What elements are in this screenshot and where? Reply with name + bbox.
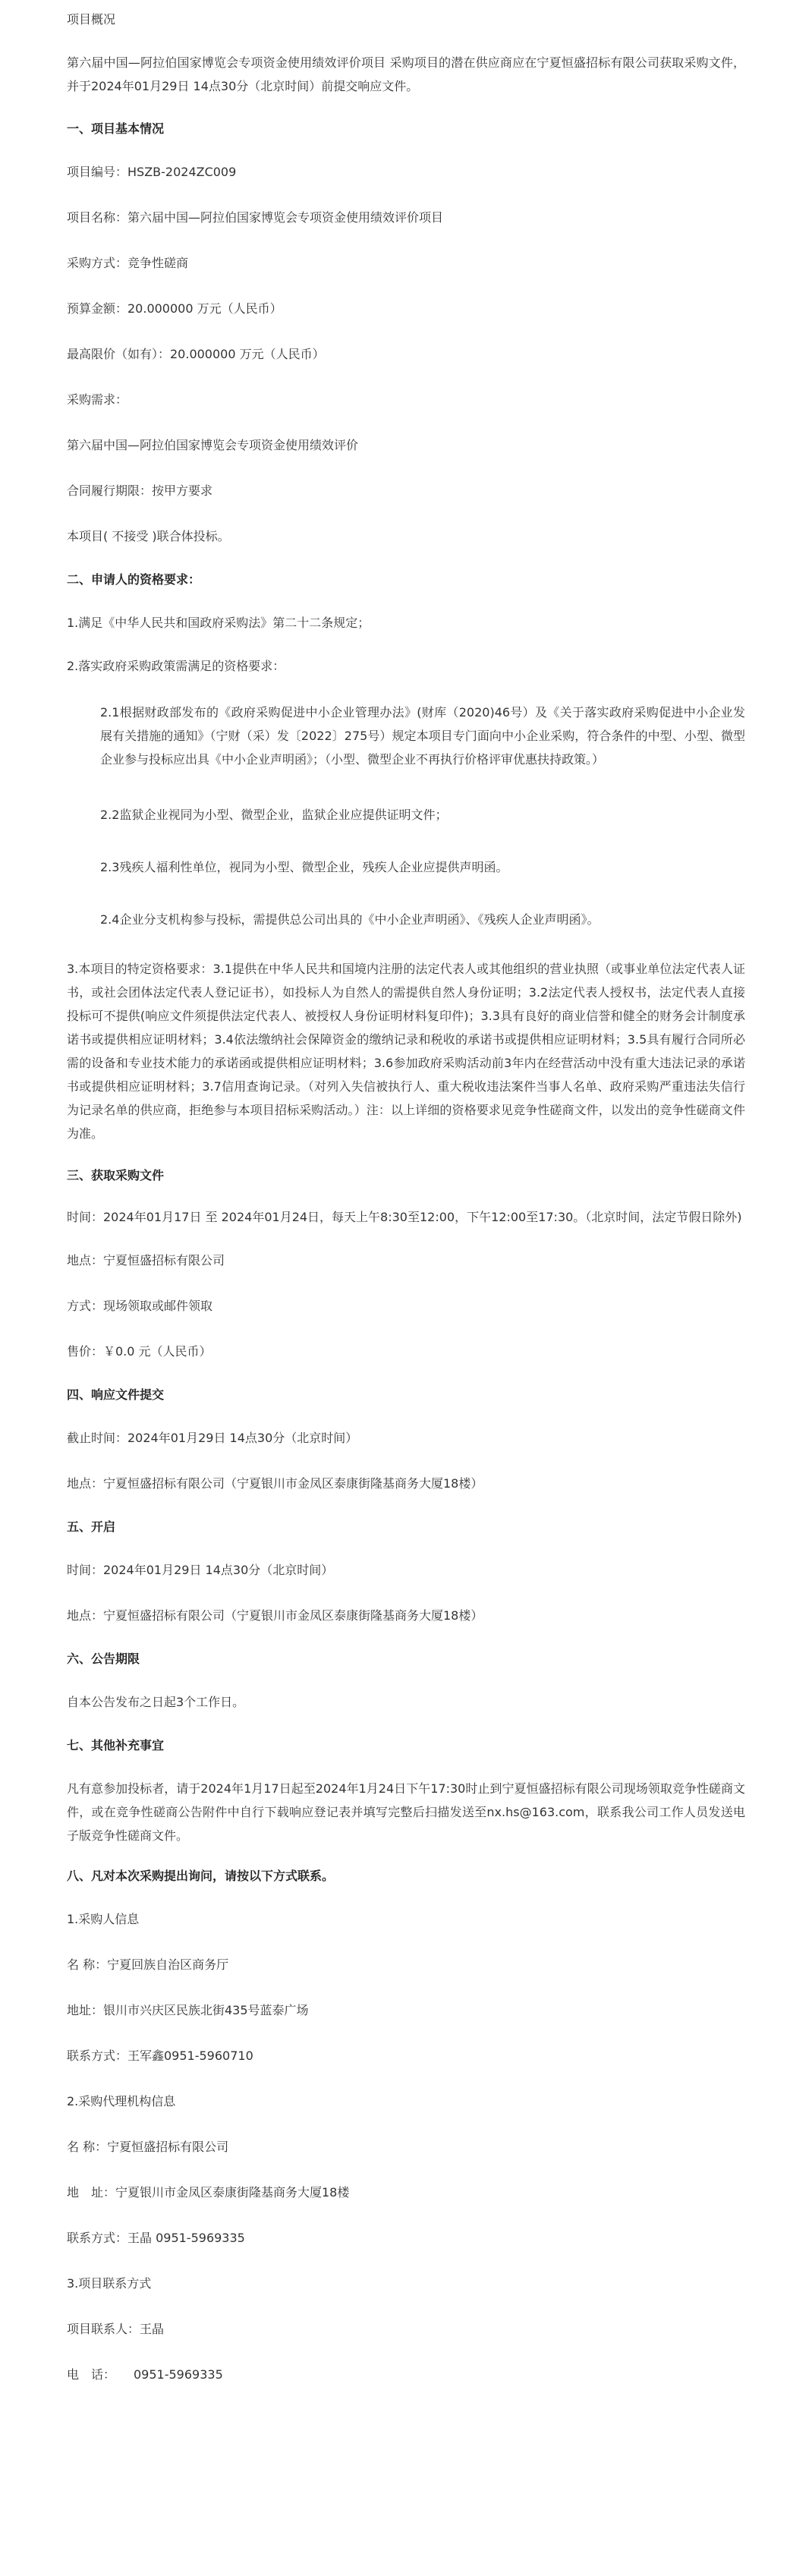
procurement-method: 采购方式：竞争性磋商 <box>67 256 189 270</box>
section-7-heading: 七、其他补充事宜 <box>67 1738 165 1752</box>
overview-intro: 第六届中国—阿拉伯国家博览会专项资金使用绩效评价项目 采购项目的潜在供应商应在宁夏恒盛招标有限公司获取采购文件，并于2024年01月29日 14点30分（北京时间）前提交响应文件。 <box>67 55 745 93</box>
opening-place: 地点：宁夏恒盛招标有限公司（宁夏银川市金凤区泰康街隆基商务大厦18楼） <box>67 1608 483 1623</box>
overview-title: 项目概况 <box>67 12 116 27</box>
consortium-note: 本项目( 不接受 )联合体投标。 <box>67 529 230 543</box>
qualification-item-1: 1.满足《中华人民共和国政府采购法》第二十二条规定； <box>67 616 370 630</box>
qualification-item-2-3: 2.3残疾人福利性单位，视同为小型、微型企业，残疾人企业应提供声明函。 <box>100 860 508 874</box>
project-contact-person: 项目联系人：王晶 <box>67 2322 165 2336</box>
acquire-time: 时间：2024年01月17日 至 2024年01月24日，每天上午8:30至12:00，下午12:00至17:30。（北京时间，法定节假日除外) <box>67 1210 742 1224</box>
purchaser-name: 名 称：宁夏回族自治区商务厅 <box>67 1957 229 1972</box>
qualification-item-2-2: 2.2监狱企业视同为小型、微型企业，监狱企业应提供证明文件； <box>100 808 448 822</box>
project-name: 项目名称：第六届中国—阿拉伯国家博览会专项资金使用绩效评价项目 <box>67 210 444 225</box>
agency-title: 2.采购代理机构信息 <box>67 2094 176 2108</box>
project-number: 项目编号：HSZB-2024ZC009 <box>67 165 237 179</box>
submit-place: 地点：宁夏恒盛招标有限公司（宁夏银川市金凤区泰康街隆基商务大厦18楼） <box>67 1476 483 1491</box>
section-3-heading: 三、获取采购文件 <box>67 1168 165 1183</box>
acquire-place: 地点：宁夏恒盛招标有限公司 <box>67 1253 225 1268</box>
project-contact-title: 3.项目联系方式 <box>67 2276 152 2291</box>
section-1-heading: 一、项目基本情况 <box>67 121 165 136</box>
section-6-heading: 六、公告期限 <box>67 1652 140 1666</box>
purchaser-contact: 联系方式：王军鑫0951-5960710 <box>67 2049 253 2063</box>
max-price: 最高限价（如有）：20.000000 万元（人民币） <box>67 347 325 361</box>
opening-time: 时间：2024年01月29日 14点30分（北京时间） <box>67 1563 334 1577</box>
supplementary-text: 凡有意参加投标者，请于2024年1月17日起至2024年1月24日下午17:30时止到宁夏恒盛招标有限公司现场领取竞争性磋商文件，或在竞争性磋商公告附件中自行下载响应登记表并填写完整后扫描发送至nx.hs@163.com，联系我公司工作人员发送电子版竞争性磋商文件。 <box>67 1781 745 1843</box>
purchaser-title: 1.采购人信息 <box>67 1912 140 1926</box>
acquire-price: 售价：￥0.0 元（人民币） <box>67 1344 212 1359</box>
agency-address: 地 址：宁夏银川市金凤区泰康街隆基商务大厦18楼 <box>67 2185 350 2200</box>
budget-amount: 预算金额：20.000000 万元（人民币） <box>67 301 282 316</box>
agency-contact: 联系方式：王晶 0951-5969335 <box>67 2231 245 2245</box>
submit-deadline: 截止时间：2024年01月29日 14点30分（北京时间） <box>67 1431 358 1445</box>
qualification-item-2-4: 2.4企业分支机构参与投标，需提供总公司出具的《中小企业声明函》、《残疾人企业声明函》。 <box>100 912 600 927</box>
section-2-heading: 二、申请人的资格要求： <box>67 572 201 587</box>
section-8-heading: 八、凡对本次采购提出询问，请按以下方式联系。 <box>67 1869 335 1883</box>
qualification-item-3: 3.本项目的特定资格要求：3.1提供在中华人民共和国境内注册的法定代表人或其他组织的营业执照（或事业单位法定代表人证书，或社会团体法定代表人登记证书），如投标人为自然人的需提供自然人身份证明；3.2法定代表人授权书，法定代表人直接投标可不提供(响应文件须提供法定代表人、被授权人身份证明材料复印件)；3.3具有良好的商业信誉和健全的财务会计制度承诺书或提供相应证明材料；3.4依法缴纳社会保障资金的缴纳记录和税收的承诺书或提供相应证明材料；3.5具有履行合同所必需的设备和专业技术能力的承诺函或提供相应证明材料；3.6参加政府采购活动前3年内在经营活动中没有重大违法记录的承诺书或提供相应证明材料；3.7信用查询记录。（对列入失信被执行人、重大税收违法案件当事人名单、政府采购严重违法失信行为记录名单的供应商，拒绝参与本项目招标采购活动。）注：以上详细的资格要求见竞争性磋商文件，以发出的竞争性磋商文件为准。 <box>67 962 745 1141</box>
acquire-way: 方式：现场领取或邮件领取 <box>67 1299 213 1313</box>
agency-name: 名 称：宁夏恒盛招标有限公司 <box>67 2140 229 2154</box>
contract-period: 合同履行期限：按甲方要求 <box>67 483 213 498</box>
demand-label: 采购需求： <box>67 392 128 407</box>
section-5-heading: 五、开启 <box>67 1519 116 1534</box>
section-4-heading: 四、响应文件提交 <box>67 1387 165 1402</box>
project-phone: 电 话： 0951-5969335 <box>67 2367 223 2382</box>
qualification-item-2-1: 2.1根据财政部发布的《政府采购促进中小企业管理办法》(财库（2020)46号）及《关于落实政府采购促进中小企业发展有关措施的通知》（宁财（采）发〔2022〕275号）规定本项目专门面向中小企业采购，符合条件的中型、小型、微型企业参与投标应出具《中小企业声明函》；（小型、微型企业不再执行价格评审优惠扶持政策。） <box>100 705 745 767</box>
qualification-item-2: 2.落实政府采购政策需满足的资格要求： <box>67 659 285 673</box>
purchaser-address: 地址：银川市兴庆区民族北街435号蓝泰广场 <box>67 2003 309 2017</box>
notice-period: 自本公告发布之日起3个工作日。 <box>67 1695 245 1709</box>
demand-text: 第六届中国—阿拉伯国家博览会专项资金使用绩效评价 <box>67 438 359 452</box>
